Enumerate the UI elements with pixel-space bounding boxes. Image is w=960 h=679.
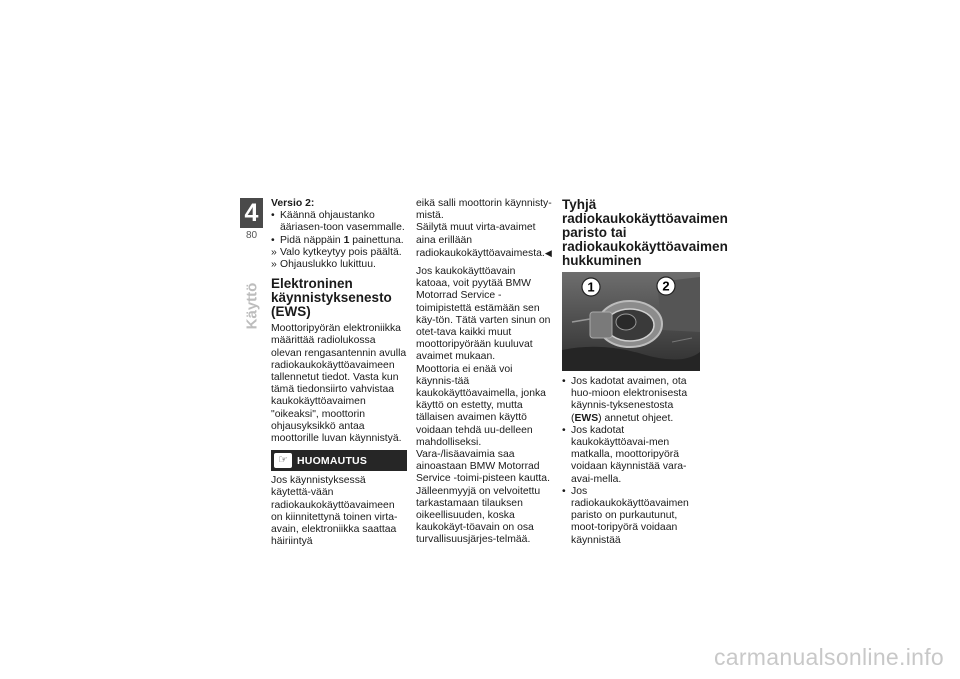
step-text: Pidä näppäin [280, 234, 344, 246]
note-label: HUOMAUTUS [297, 454, 368, 467]
paragraph: Moottoria ei enää voi käynnis-tää kaukokäyttöavaimella, jonka käyttö on estetty, mutta tällaisen avaimen käyttö voidaan tehdä uu-delleen mahdolliseksi. [416, 363, 546, 448]
bullet-text: ) annetut ohjeet. [598, 412, 674, 424]
bullet-item [562, 376, 700, 425]
battery-bullets [562, 376, 700, 547]
note-text: Jos käynnistyksessä käytettä-vään radiokaukokäyttöavaimeen on kiinnitettynä toinen virta-avain, elektroniikka saattaa häiriintyä [271, 475, 398, 548]
bullet-item: • Jos radiokaukokäyttöavaimen paristo on purkautunut, moot-toripyörä voidaan käynnistää [562, 486, 700, 547]
paragraph [416, 222, 552, 260]
end-mark-icon: ◀ [544, 247, 552, 258]
battery-heading: Tyhjä radiokaukokäyttöavaimen paristo tai radiokaukokäyttöavaimen hukkuminen [562, 197, 728, 268]
figure-callout-1: 1 [587, 279, 595, 295]
step-text: painettuna. [349, 234, 404, 246]
version-subheading: Versio 2: [271, 198, 315, 209]
key-fob-photo [562, 272, 700, 371]
column-3 [562, 197, 728, 547]
paragraph-text: Säilytä muut virta-avaimet aina erillään radiokaukokäyttöavaimesta. [416, 222, 545, 259]
ews-label: EWS [574, 412, 599, 424]
watermark: carmanualsonline.info [713, 644, 944, 670]
paragraph: eikä salli moottorin käynnisty-mistä. [416, 198, 552, 222]
steps-list [271, 210, 407, 271]
paragraph: Jos kaukokäyttöavain katoaa, voit pyytää BMW Motorrad Service -toimipistettä estämään sen käy-tön. Tätä varten sinun on otet-tava kaikki muut moottoripyörään kuuluvat avaimet mukaan. [416, 266, 551, 363]
bullet-item: • Jos kadotat kaukokäyttöavai-men matkalla, moottoripyörä voidaan käynnistää vara-avai-mella. [562, 425, 700, 486]
key-label: 1 [343, 234, 350, 246]
pointing-hand-icon: ☞ [274, 453, 292, 468]
paragraph: Vara-/lisäavaimia saa ainoastaan BMW Motorrad Service -toimi-pisteen kautta. Jälleenmyyjä on velvoitettu tarkastamaan tilauksen oikeellisuuden, koska kaukokäyt-töavain on osa turvallisuusjärjes-telmää. [416, 449, 550, 546]
result-item: » Valo kytkeytyy pois päältä. [271, 247, 407, 259]
figure-callout-2: 2 [662, 278, 670, 294]
chapter-number: 4 [240, 198, 263, 228]
ews-body: Moottoripyörän elektroniikka määrittää radiolukossa olevan rengasantennin avulla radiokaukokäyttöavaimeen tallennetut tiedot. Vasta kun tämä tiedonsiirto vahvistaa kaukokäyttöavaimen "oikeaksi", moottorin ohjausyksikkö antaa moottorille luvan käynnistyä. [271, 323, 407, 445]
ews-heading: Elektroninen käynnistyksenesto (EWS) [271, 276, 392, 320]
side-label-text: Käyttö [243, 282, 261, 330]
chapter-tab [240, 198, 263, 241]
column-2 [416, 198, 552, 547]
page-number: 80 [245, 230, 258, 241]
step-item: • Käännä ohjaustanko ääriasen-toon vasemmalle. [271, 210, 407, 234]
step-item [271, 235, 407, 247]
bullet-text: Jos kadotat avaimen, ota huo-mioon elektronisesta käynnis-tyksenestosta ( [571, 376, 688, 424]
section-side-label [240, 276, 264, 336]
note-banner [271, 450, 407, 471]
result-item: » Ohjauslukko lukittuu. [271, 259, 407, 271]
column-1 [271, 198, 407, 548]
